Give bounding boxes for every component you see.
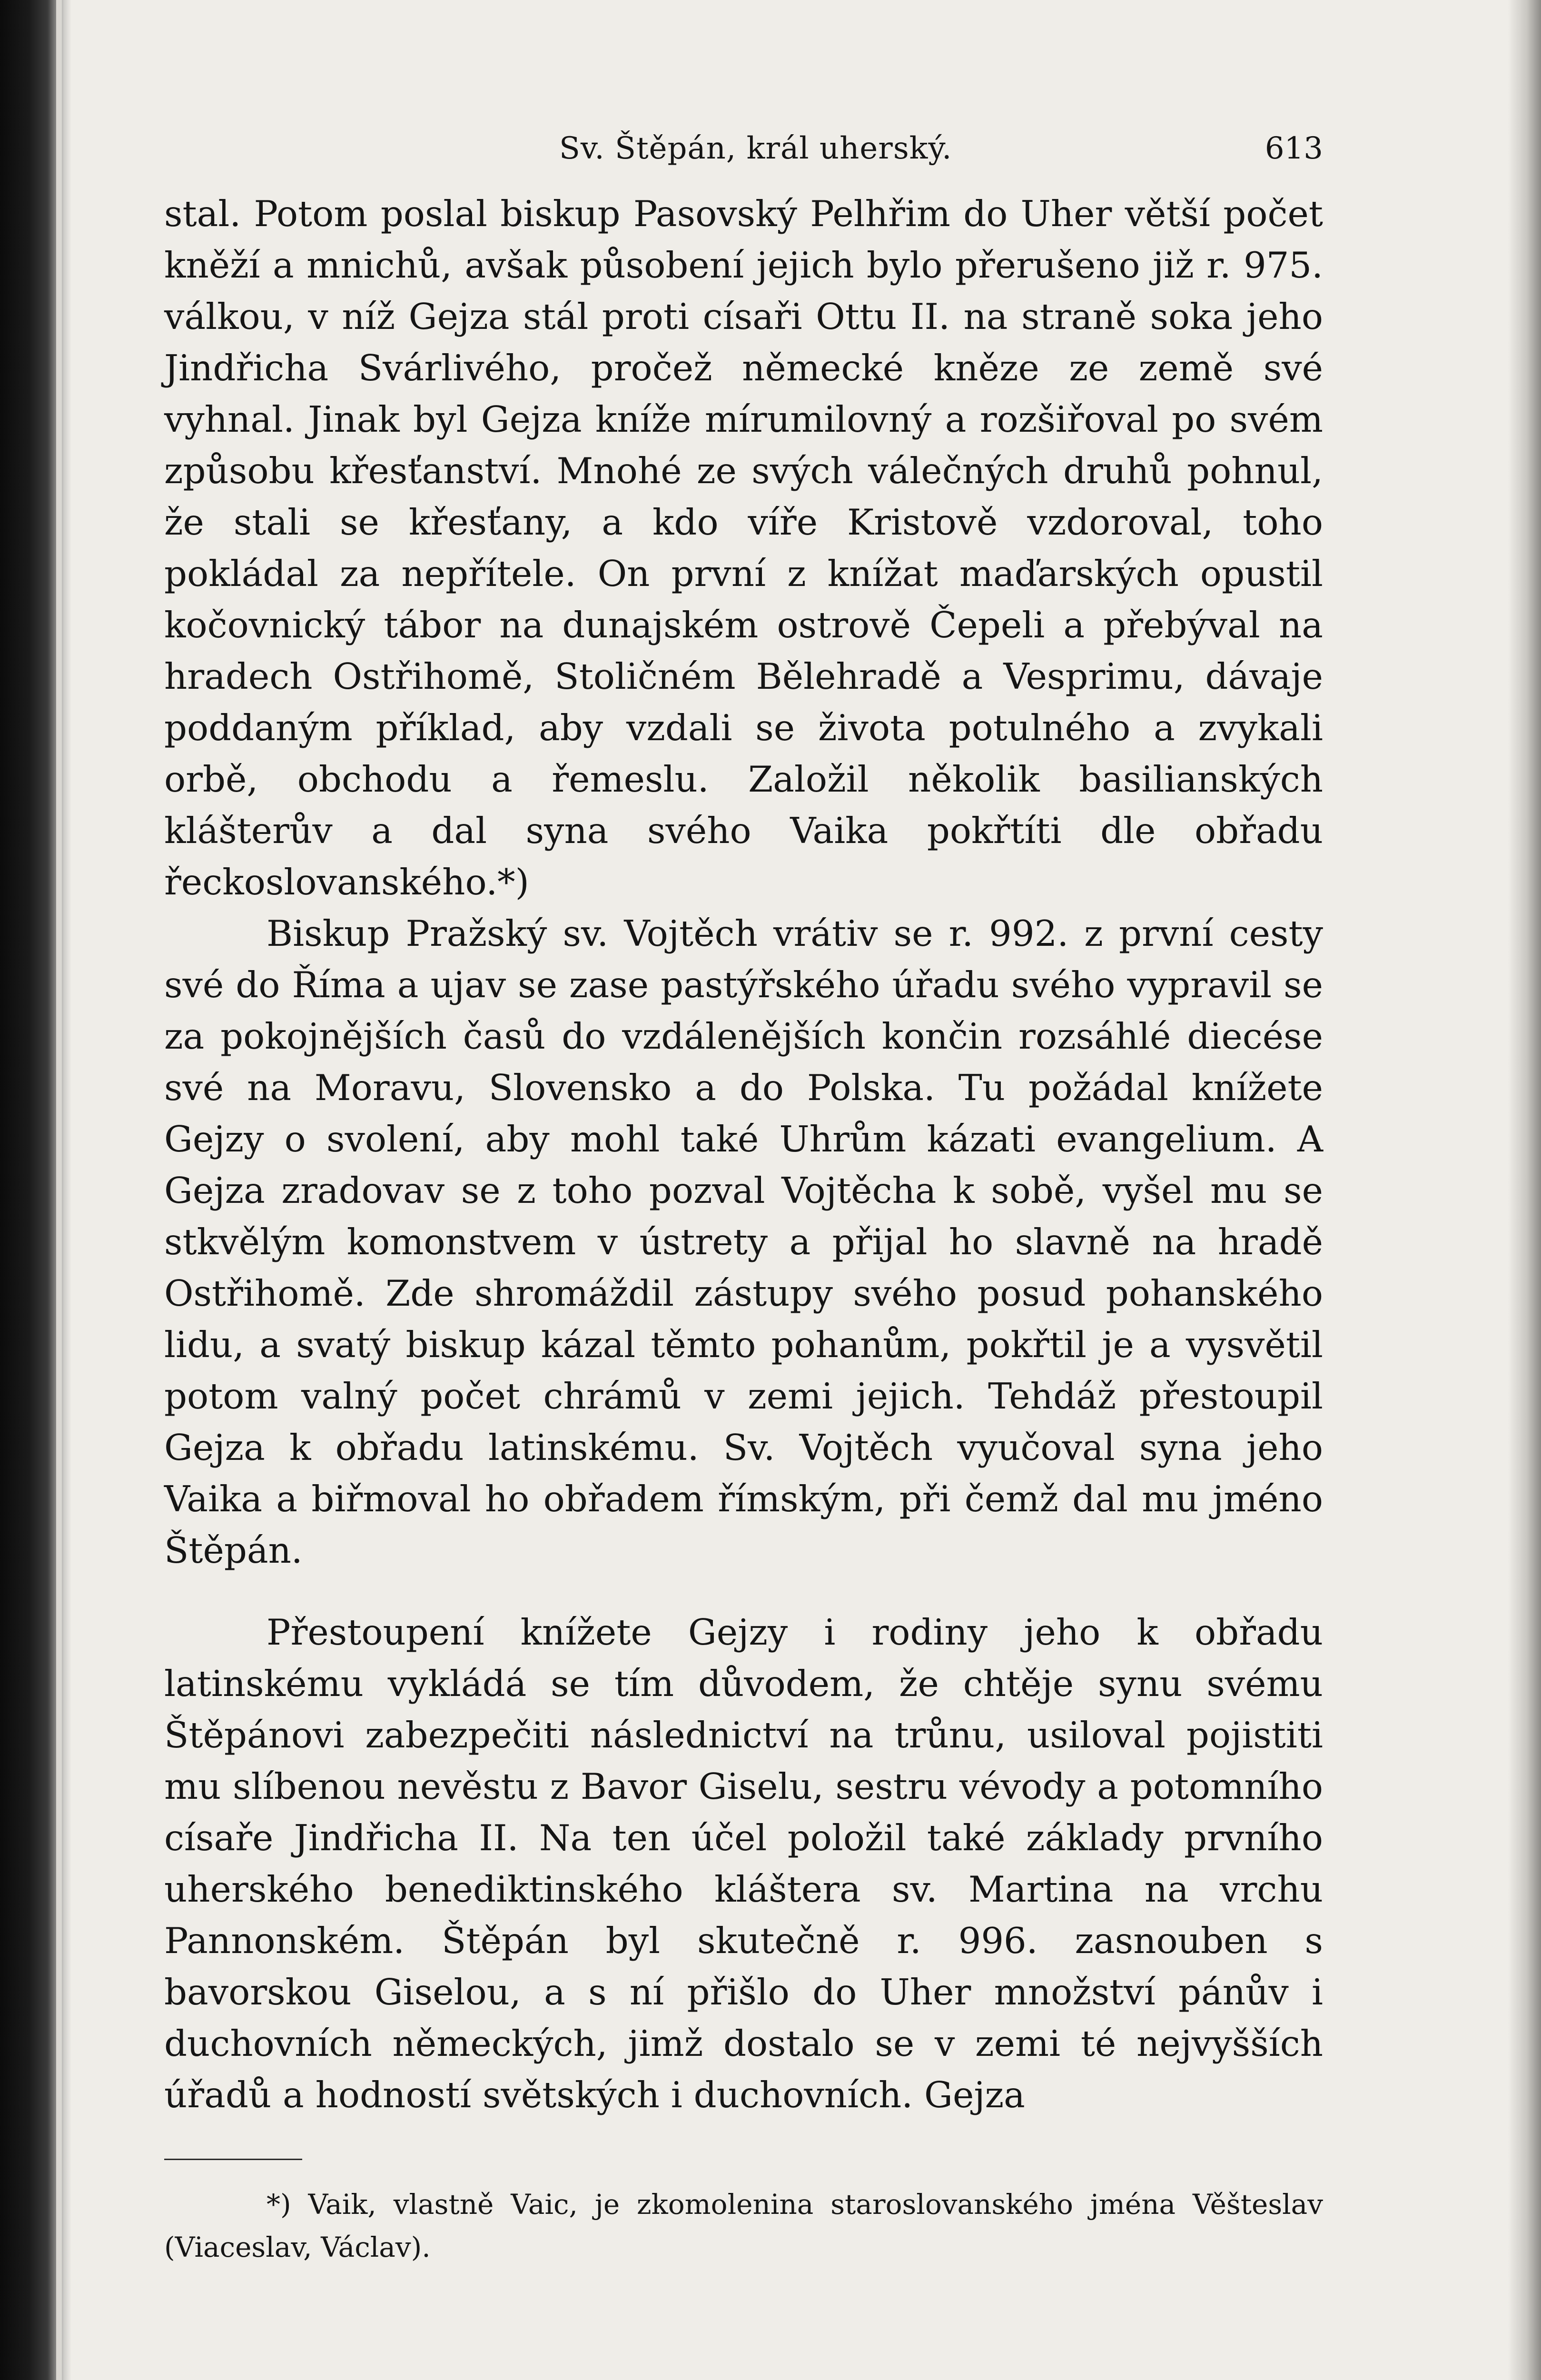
paragraph-3: Přestoupení knížete Gejzy i rodiny jeho k obřadu latinskému vykládá se tím důvodem, že chtěje synu svému Štěpánovi zabezpečiti následnictví na trůnu, usiloval pojistiti mu slíbenou nevěstu z Bavor Giselu, sestru vévody a potomního císaře Jindřicha II. Na ten účel položil také základy prvního uherského benediktinského kláštera sv. Martina na vrchu Pannonském. Štěpán byl skutečně r. 996. zasnouben s bavorskou Giselou, a s ní přišlo do Uher množství pánův i duchovních německých, jimž dostalo se v zemi té nejvyšších úřadů a hodností světských i duchovních. Gejza bbox=[164, 1611, 1323, 2116]
footnote-divider bbox=[164, 2159, 302, 2160]
page-header bbox=[164, 117, 1323, 188]
footnote: *) Vaik, vlastně Vaic, je zkomolenina staroslovanského jména Věšteslav (Viaceslav, Václav). bbox=[164, 2188, 1323, 2263]
running-title: Sv. Štěpán, král uherský. bbox=[559, 131, 952, 166]
scan-left-margin-strip bbox=[56, 0, 62, 2380]
book-page bbox=[164, 117, 1323, 2269]
scan-right-edge bbox=[1508, 0, 1541, 2380]
paragraph-2: Biskup Pražský sv. Vojtěch vrátiv se r. 992. z první cesty své do Říma a ujav se zase pastýřského úřadu svého vypravil se za pokojnějších časů do vzdálenějších končin rozsáhlé diecése své na Moravu, Slovensko a do Polska. Tu požádal knížete Gejzy o svolení, aby mohl také Uhrům kázati evangelium. A Gejza zradovav se z toho pozval Vojtěcha k sobě, vyšel mu se stkvělým komonstvem v ústrety a přijal ho slavně na hradě Ostřihomě. Zde shromáždil zástupy svého posud pohanského lidu, a svatý biskup kázal těmto pohanům, pokřtil je a vysvětil potom valný počet chrámů v zemi jejich. Tehdáž přestoupil Gejza k obřadu latinskému. Sv. Vojtěch vyučoval syna jeho Vaika a biřmoval ho obřadem římským, při čemž dal mu jméno Štěpán. bbox=[164, 912, 1323, 1571]
paragraph-1: stal. Potom poslal biskup Pasovský Pelhřim do Uher větší počet kněží a mnichů, avšak působení jejich bylo přerušeno již r. 975. válkou, v níž Gejza stál proti císaři Ottu II. na straně soka jeho Jindřicha Svárlivého, pročež německé kněze ze země své vyhnal. Jinak byl Gejza kníže mírumilovný a rozšiřoval po svém způsobu křesťanství. Mnohé ze svých válečných druhů pohnul, že stali se křesťany, a kdo víře Kristově vzdoroval, toho pokládal za nepřítele. On první z knížat maďarských opustil kočovnický tábor na dunajském ostrově Čepeli a přebýval na hradech Ostřihomě, Stoličném Bělehradě a Vesprimu, dávaje poddaným příklad, aby vzdali se života potulného a zvykali orbě, obchodu a řemeslu. Založil několik basilianských klášterův a dal syna svého Vaika pokřtíti dle obřadu řeckoslovanského.*) bbox=[164, 193, 1323, 903]
body-text bbox=[164, 188, 1323, 2121]
page-number: 613 bbox=[1264, 131, 1323, 166]
